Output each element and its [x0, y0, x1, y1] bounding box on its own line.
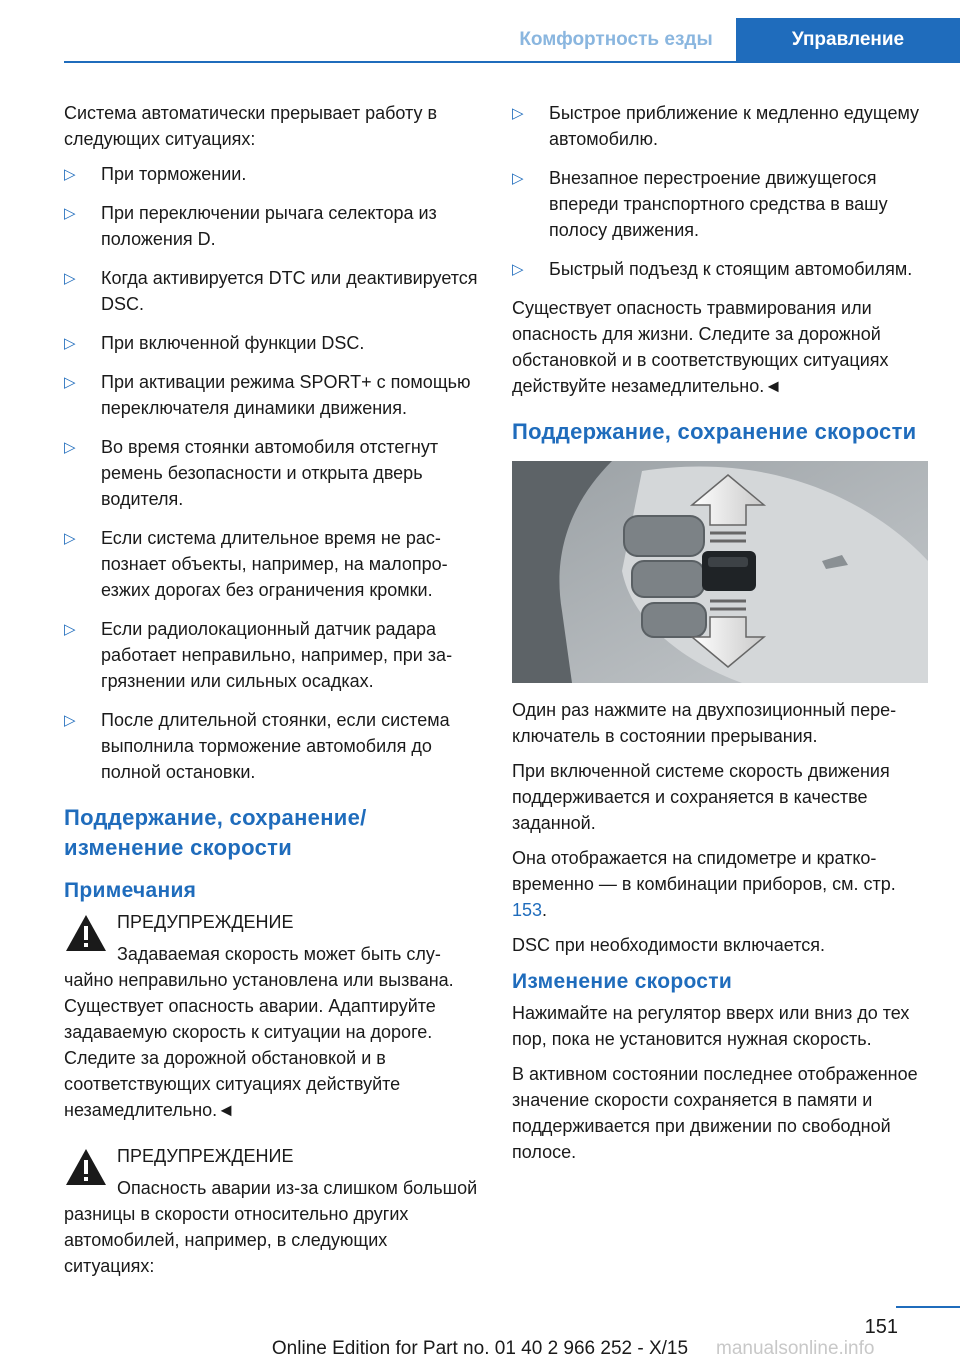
list-item: [64, 616, 480, 694]
body-text: При включенной системе скорость движения поддерживается и сохраняется в качестве заданной.: [512, 761, 890, 833]
list-item-text: При переключении рычага селектора из положения D.: [101, 203, 437, 249]
list-item: [512, 100, 928, 152]
intro-text: Система автоматически прерывает работу в следующих ситуациях:: [64, 103, 438, 149]
list-item-text: Если радиолокационный датчик радара работает неправильно, например, при загрязнении или сильных осадках.: [101, 619, 453, 691]
triangle-bullet-icon: ▷: [64, 335, 76, 352]
body-text-part: .: [542, 900, 548, 920]
subheading-notes: Примечания: [64, 879, 197, 902]
triangle-bullet-icon: ▷: [512, 105, 524, 122]
triangle-bullet-icon: ▷: [64, 270, 76, 287]
warning-text: Задаваемая скорость может быть случайно неправильно установлена или вызвана. Существует опасность аварии. Адаптируйте задаваемую скорость к ситуации на дороге. Следите за дорожной обстановкой и в соответствующих ситуациях действуйте незамедлительно.◄: [64, 944, 454, 1120]
triangle-bullet-icon: ▷: [64, 374, 76, 391]
interrupt-conditions-list: [64, 161, 480, 785]
warning-triangle-icon: [64, 913, 108, 953]
list-item: [64, 265, 480, 317]
list-item: [512, 165, 928, 243]
warning-block: [64, 909, 480, 1123]
list-item: [64, 707, 480, 785]
list-item-text: Когда активируется DTC или деактивируется DSC.: [101, 268, 478, 314]
body-text: В активном состоянии последнее отображенное значение скорости сохраняется в памяти и поддерживается при движении по свободной полосе.: [512, 1064, 918, 1162]
speed-difference-list: [512, 100, 928, 282]
warning-text: Опасность аварии из-за слишком большой разницы в скорости относительно других автомобилей, например, в следующих ситуациях:: [64, 1178, 478, 1276]
body-text-part: Она отображается на спидометре и кратковременно — в комбинации приборов, см. стр.: [512, 848, 896, 894]
triangle-bullet-icon: ▷: [64, 621, 76, 638]
list-item-text: При торможении.: [101, 164, 247, 184]
triangle-bullet-icon: ▷: [64, 439, 76, 456]
list-item: [64, 369, 480, 421]
steering-wheel-switch-illustration: [512, 461, 928, 683]
list-item-text: Быстрый подъезд к стоящим автомобилям.: [549, 259, 913, 279]
list-item-text: После длительной стоянки, если система выполнила торможение автомобиля до полной остановки.: [101, 710, 450, 782]
list-item-text: Внезапное перестроение движущегося впереди транспортного средства в вашу полосу движения.: [549, 168, 888, 240]
warning-title: ПРЕДУПРЕЖДЕНИЕ: [117, 1146, 294, 1166]
triangle-bullet-icon: ▷: [64, 166, 76, 183]
triangle-bullet-icon: ▷: [512, 170, 524, 187]
header-rule: [64, 61, 960, 63]
section-tab[interactable]: Комфортность езды: [519, 29, 713, 50]
page-reference-link[interactable]: 153: [512, 900, 543, 920]
right-column: [512, 100, 928, 1174]
list-item: [512, 256, 928, 282]
body-text: [512, 845, 928, 923]
section-heading-maintain: Поддержание, сохранение скорости: [512, 419, 917, 444]
warning-title: ПРЕДУПРЕЖДЕНИЕ: [117, 912, 294, 932]
page-header: [0, 0, 960, 62]
triangle-bullet-icon: ▷: [64, 205, 76, 222]
warning-triangle-icon: [64, 1147, 108, 1187]
list-item-text: Если система длительное время не распознает объекты, например, на малопроезжих дорогах без ограничения кромки.: [101, 528, 448, 600]
danger-text: Существует опасность травмирования или опасность для жизни. Следите за дорожной обстановкой и в соответствующих ситуациях действуйте незамедлительно.◄: [512, 298, 889, 396]
edition-footer: Online Edition for Part no. 01 40 2 966 252 - X/15: [271, 1338, 689, 1359]
list-item: [64, 161, 480, 187]
footer-rule: [896, 1306, 960, 1308]
left-column: [64, 100, 480, 1299]
triangle-bullet-icon: ▷: [64, 530, 76, 547]
body-text: Нажимайте на регулятор вверх или вниз до тех пор, пока не установится нужная скорость.: [512, 1003, 910, 1049]
section-heading-maintain-change: Поддержание, сохранение/ изменение скорости: [64, 805, 367, 860]
watermark: manualsonline.info: [716, 1338, 875, 1359]
list-item: [64, 525, 480, 603]
body-text: DSC при необходимости включается.: [512, 935, 825, 955]
list-item: [64, 200, 480, 252]
list-item: [64, 330, 480, 356]
list-item-text: При включенной функции DSC.: [101, 333, 365, 353]
instruction-text: Один раз нажмите на двухпозиционный переключатель в состоянии прерывания.: [512, 700, 897, 746]
list-item-text: Быстрое приближение к медленно едущему автомобилю.: [549, 103, 920, 149]
subheading-change-speed: Изменение скорости: [512, 970, 733, 993]
chapter-tab[interactable]: Управление: [736, 18, 960, 62]
triangle-bullet-icon: ▷: [512, 261, 524, 278]
list-item-text: Во время стоянки автомобиля отстегнут ремень безопасности и открыта дверь водителя.: [101, 437, 439, 509]
warning-block: [64, 1143, 480, 1279]
triangle-bullet-icon: ▷: [64, 712, 76, 729]
list-item-text: При активации режима SPORT+ с помощью переключателя динамики движения.: [101, 372, 471, 418]
list-item: [64, 434, 480, 512]
page-number: 151: [864, 1316, 898, 1338]
